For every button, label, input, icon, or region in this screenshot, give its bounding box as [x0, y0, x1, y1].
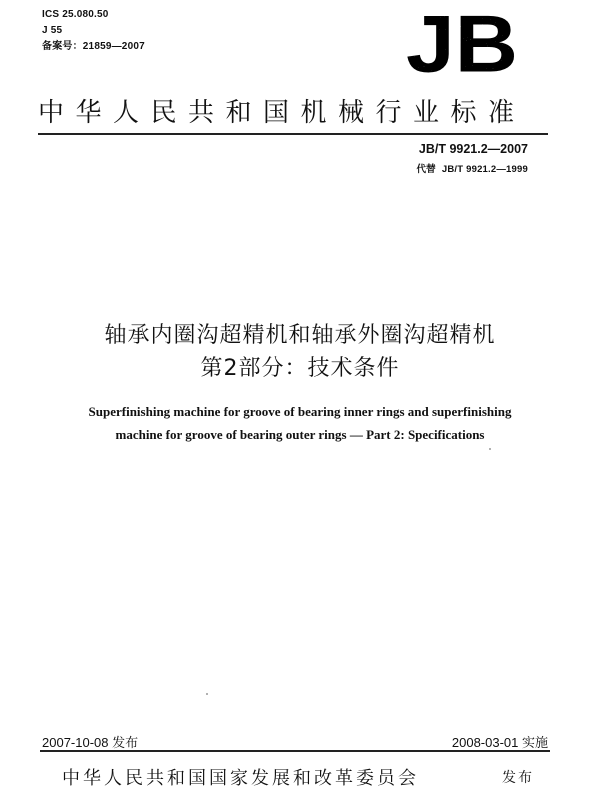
- title-en-line-2: machine for groove of bearing outer rings — Part 2: Specifications: [115, 427, 485, 442]
- issue-verb: 发布: [502, 770, 534, 786]
- standard-category-title: 中华人民共和国机械行业标准: [38, 98, 526, 128]
- jb-logo: [404, 10, 520, 78]
- replaced-standard-number: JB/T 9921.2—1999: [441, 164, 528, 175]
- date-rule: [40, 750, 550, 752]
- publication-date: 2007-10-08 发布: [42, 735, 139, 750]
- filing-number: 备案号：21859—2007: [42, 41, 145, 52]
- scan-speck: [489, 448, 491, 450]
- issuing-organization: 中华人民共和国国家发展和改革委员会: [62, 768, 419, 789]
- implementation-date: 2008-03-01 实施: [451, 735, 548, 750]
- replaces-line: [416, 161, 528, 175]
- replaces-prefix: 代替: [416, 164, 436, 175]
- standard-number: JB/T 9921.2—2007: [418, 142, 528, 156]
- ics-code: ICS 25.080.50: [42, 9, 109, 20]
- classification-code: J 55: [42, 25, 63, 36]
- title-zh-line-2: 第2部分：技术条件: [200, 356, 400, 381]
- title-zh-line-1: 轴承内圈沟超精机和轴承外圈沟超精机: [104, 323, 496, 348]
- title-en-line-1: Superfinishing machine for groove of bearing inner rings and superfinishing: [88, 404, 512, 419]
- header-rule: [38, 133, 548, 135]
- jb-logo-text: JB: [406, 10, 518, 78]
- scan-speck: [206, 693, 208, 695]
